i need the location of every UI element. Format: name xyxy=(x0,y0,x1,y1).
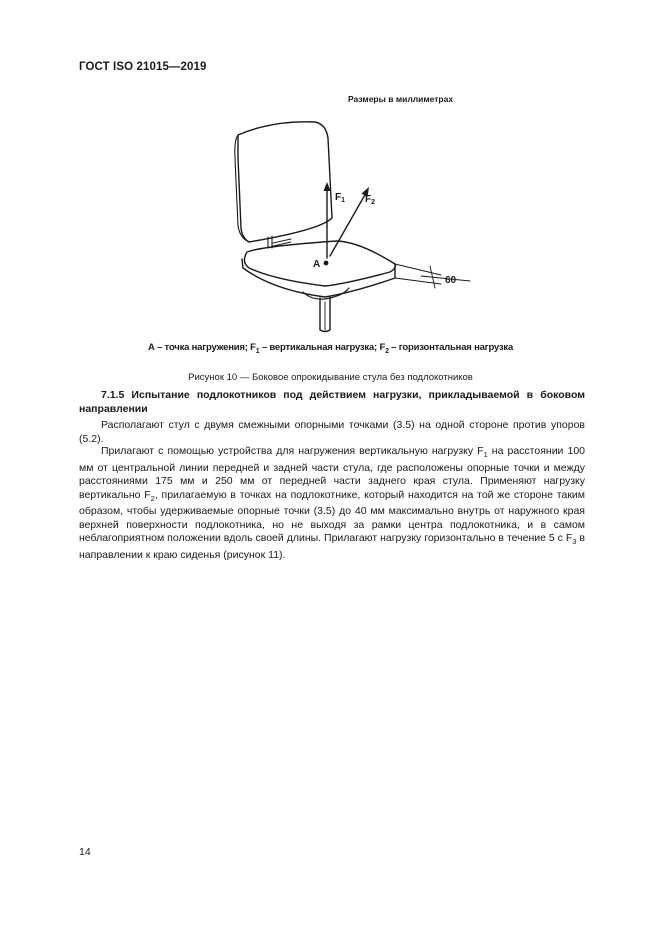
figure-legend: А – точка нагружения; $F_1$ – вертикальная нагрузка; $F_2$ – горизонтальная нагрузка xyxy=(147,342,514,355)
page-number: 14 xyxy=(79,846,91,858)
label-f1: $F_1$ xyxy=(335,192,346,204)
backrest-inner-edge xyxy=(235,135,249,242)
dimensions-note: Размеры в миллиметрах xyxy=(348,94,454,104)
paragraph-2: Прилагают с помощью устройства для нагружения вертикальную нагрузку $F_1$ на расстоянии 100 мм от центральной линии передней и задней части стула, где расположены опорные точки и между расстояниями 175 мм и 250 мм от передней части заднего края стула. Применяют нагрузку вертикально $F_2$, прилагаемую в точках на подлокотнике, который находится на той же стороне таким образом, чтобы удерживаемые опорные точки (3.5) до 40 мм максимально внутрь от наружного края верхней поверхности подлокотника, но не выходя за рамки центра подлокотника, и в самом неблагоприятном положении вдоль своей длины. Прилагают нагрузку горизонтально в течение 5 с $F_3$ в направлении к краю сиденья (рисунок 11). xyxy=(79,445,585,561)
backrest-outline xyxy=(238,122,332,242)
section-title: 7.1.5 Испытание подлокотников под действием нагрузки, прикладываемой в боковом направлении xyxy=(79,389,585,415)
dimension-lines xyxy=(395,264,470,288)
chair-figure xyxy=(225,118,475,340)
label-a: A xyxy=(313,259,321,270)
label-dimension: 60 xyxy=(445,275,457,286)
document-header: ГОСТ ISO 21015—2019 xyxy=(79,61,207,73)
loading-point-a xyxy=(324,261,329,266)
figure-caption: Рисунок 10 — Боковое опрокидывание стула без подлокотников xyxy=(188,372,473,383)
paragraph-1: Располагают стул с двумя смежными опорными точками (3.5) на одной стороне против упоров (5.2). xyxy=(79,419,585,445)
label-f2: $F_2$ xyxy=(365,194,376,206)
force-f1-arrowhead xyxy=(324,182,331,191)
